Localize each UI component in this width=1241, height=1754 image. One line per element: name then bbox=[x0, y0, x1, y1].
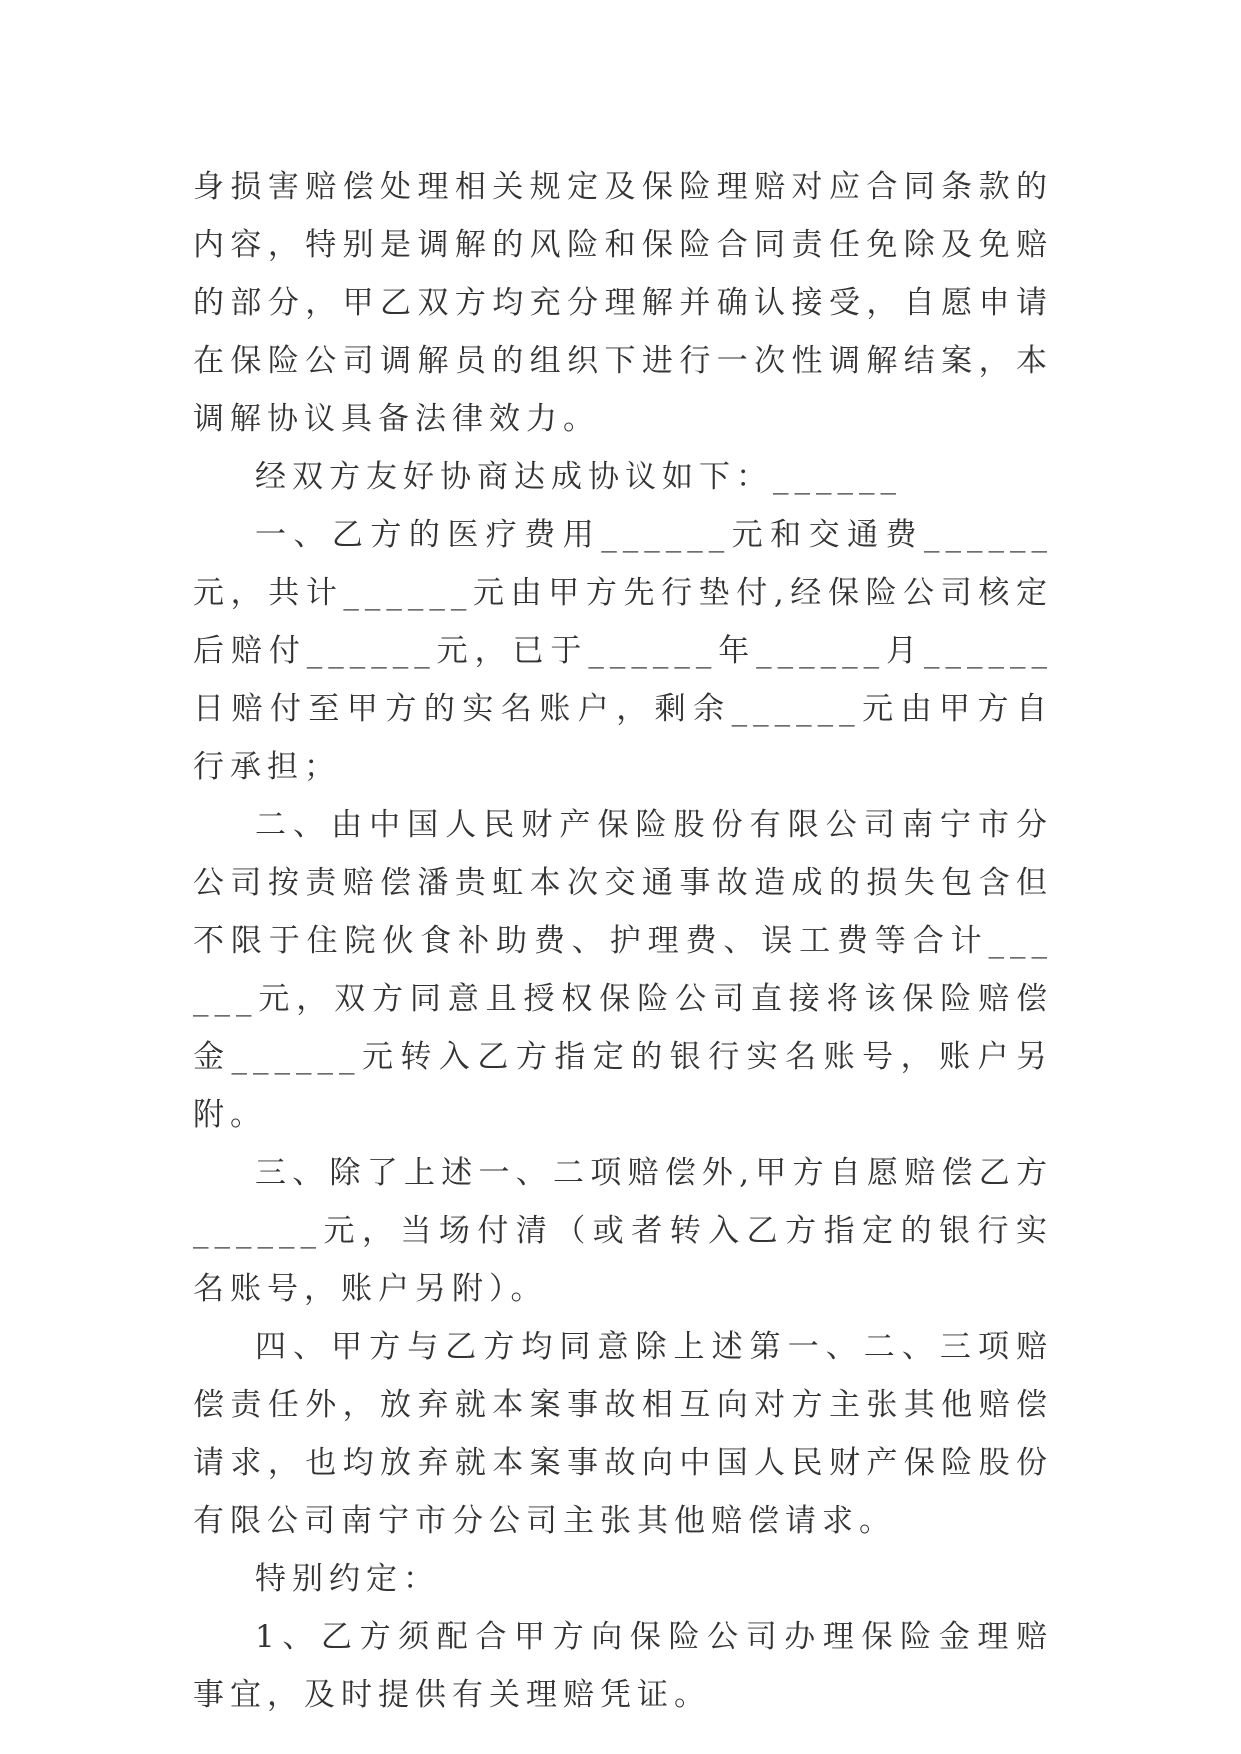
paragraph-clause-3: 三、除了上述一、二项赔偿外,甲方自愿赔偿乙方______元，当场付清（或者转入乙方指定的银行实名账号，账户另附）。 bbox=[193, 1155, 1053, 1307]
paragraph-intro: 身损害赔偿处理相关规定及保险理赔对应合同条款的内容，特别是调解的风险和保险合同责任免除及免赔的部分，甲乙双方均充分理解并确认接受，自愿申请在保险公司调解员的组织下进行一次性调解结案，本调解协议具备法律效力。 bbox=[193, 169, 1053, 437]
paragraph-special-1: 1、乙方须配合甲方向保险公司办理保险金理赔事宜，及时提供有关理赔凭证。 bbox=[193, 1619, 1053, 1713]
paragraph-clause-4: 四、甲方与乙方均同意除上述第一、二、三项赔偿责任外，放弃就本案事故相互向对方主张其他赔偿请求，也均放弃就本案事故向中国人民财产保险股份有限公司南宁市分公司主张其他赔偿请求。 bbox=[193, 1329, 1053, 1539]
paragraph-special-heading: 特别约定： bbox=[255, 1561, 440, 1597]
paragraph-clause-1: 一、乙方的医疗费用______元和交通费______元，共计______元由甲方先行垫付,经保险公司核定后赔付______元，已于______年______月______日赔付至甲方的实名账户，剩余______元由甲方自行承担； bbox=[193, 517, 1053, 785]
paragraph-agreement-lead: 经双方友好协商达成协议如下：______ bbox=[255, 459, 902, 495]
paragraph-clause-2: 二、由中国人民财产保险股份有限公司南宁市分公司按责赔偿潘贵虹本次交通事故造成的损失包含但不限于住院伙食补助费、护理费、误工费等合计______元，双方同意且授权保险公司直接将该保险赔偿金______元转入乙方指定的银行实名账号，账户另附。 bbox=[193, 807, 1053, 1133]
document-body bbox=[193, 158, 1053, 1724]
